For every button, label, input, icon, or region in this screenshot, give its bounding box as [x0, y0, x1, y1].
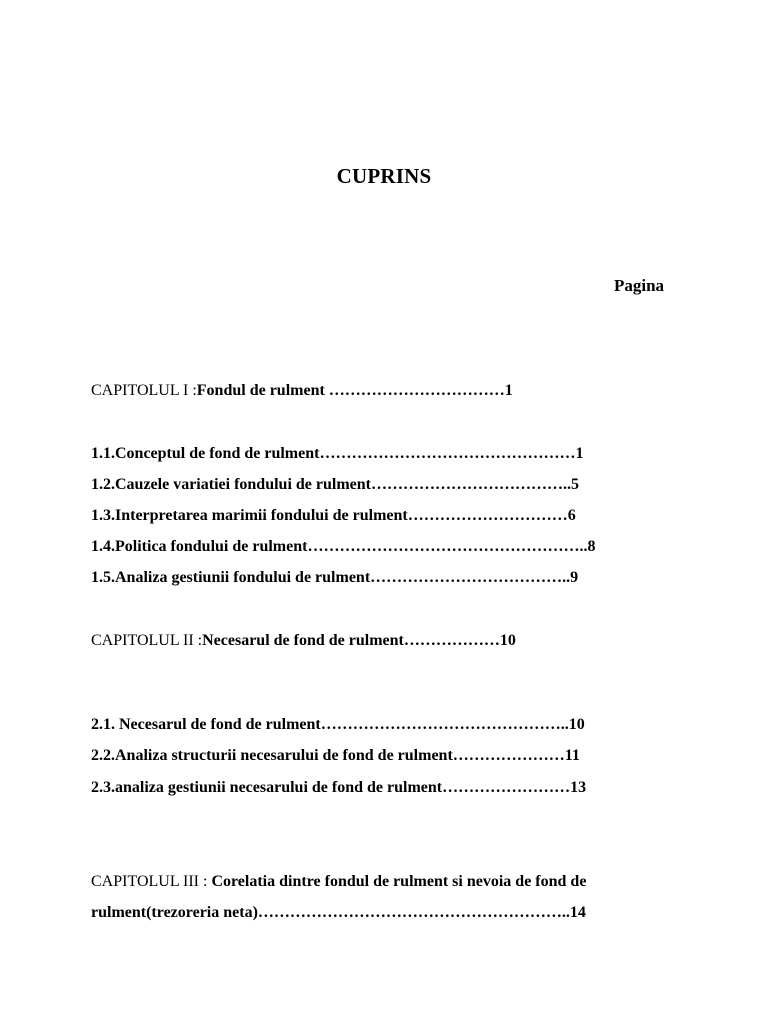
- toc-chapter-title: Fondul de rulment ……………………………1: [196, 382, 513, 399]
- toc-chapter-3: [91, 873, 586, 891]
- toc-chapter-label: CAPITOLUL III :: [91, 873, 212, 890]
- toc-chapter-label: CAPITOLUL II :: [91, 632, 203, 649]
- toc-chapter-2: [91, 632, 516, 650]
- toc-entry-1-1: 1.1.Conceptul de fond de rulment…………………………………………1: [91, 445, 584, 462]
- page-column-header: Pagina: [614, 276, 665, 295]
- toc-entry-2-3: 2.3.analiza gestiunii necesarului de fond de rulment……………………13: [91, 779, 587, 796]
- page-title: CUPRINS: [336, 164, 432, 188]
- toc-entry-2-2: 2.2.Analiza structurii necesarului de fond de rulment…………………11: [91, 747, 580, 764]
- toc-chapter-title: Necesarul de fond de rulment………………10: [202, 632, 516, 649]
- toc-entry-1-4: 1.4.Politica fondului de rulment……………………………………………..8: [91, 538, 596, 555]
- toc-entry-2-1: 2.1. Necesarul de fond de rulment………………………………………..10: [91, 716, 585, 733]
- toc-entry-1-2: 1.2.Cauzele variatiei fondului de rulment………………………………..5: [91, 476, 579, 493]
- toc-chapter-1: [91, 382, 513, 400]
- toc-chapter-label: CAPITOLUL I :: [91, 382, 197, 399]
- toc-entry-1-3: 1.3.Interpretarea marimii fondului de rulment…………………………6: [91, 507, 576, 524]
- toc-chapter-3-continuation: rulment(trezoreria neta)…………………………………………………..14: [91, 904, 586, 921]
- toc-entry-1-5: 1.5.Analiza gestiunii fondului de rulment………………………………..9: [91, 569, 579, 586]
- toc-chapter-title: Corelatia dintre fondul de rulment si nevoia de fond de: [211, 873, 587, 890]
